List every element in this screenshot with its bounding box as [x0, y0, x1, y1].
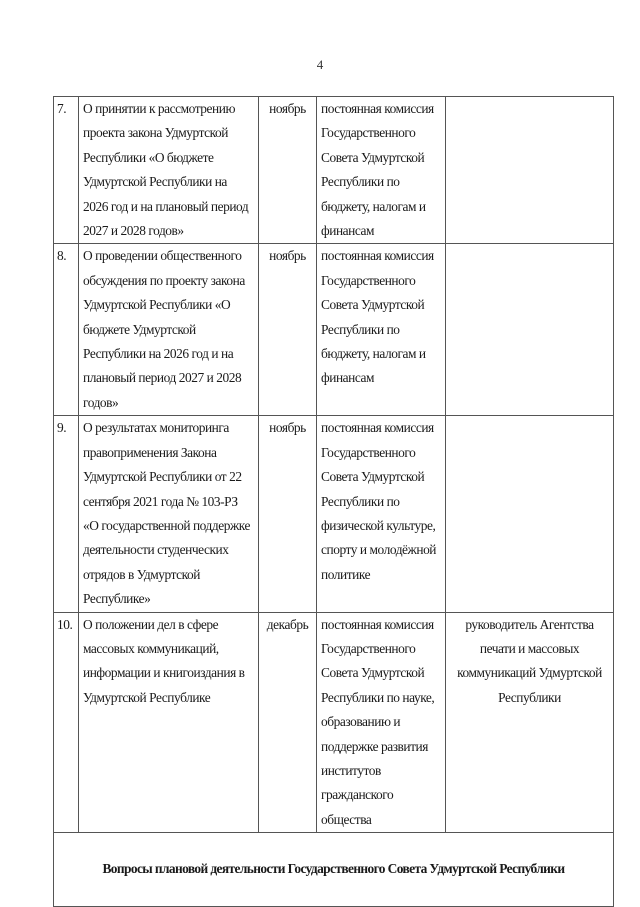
row-responsible: постоянная комиссия Государственного Совета Удмуртской Республики по бюджету, налогам и финансам — [317, 97, 446, 244]
row-title: О проведении общественного обсуждения по проекту закона Удмуртской Республики «О бюджете Удмуртской Республики на 2026 год и на плановый период 2027 и 2028 годов» — [79, 244, 259, 416]
row-invited: руководитель Агентства печати и массовых коммуникаций Удмуртской Республики — [446, 612, 614, 833]
row-invited — [446, 416, 614, 612]
row-responsible: постоянная комиссия Государственного Совета Удмуртской Республики по физической культуре, спорту и молодёжной политике — [317, 416, 446, 612]
table-row — [54, 97, 614, 244]
row-responsible: постоянная комиссия Государственного Совета Удмуртской Республики по науке, образованию и поддержке развития институтов гражданского общества — [317, 612, 446, 833]
row-title: О принятии к рассмотрению проекта закона Удмуртской Республики «О бюджете Удмуртской Республики на 2026 год и на плановый период 2027 и 2028 годов» — [79, 97, 259, 244]
row-number: 10. — [54, 612, 79, 833]
table-row — [54, 612, 614, 833]
row-month: ноябрь — [259, 97, 317, 244]
section-heading: Вопросы плановой деятельности Государственного Совета Удмуртской Республики — [54, 833, 614, 907]
row-title: О результатах мониторинга правоприменения Закона Удмуртской Республики от 22 сентября 2021 года № 103-РЗ «О государственной поддержке деятельности студенческих отрядов в Удмуртской Республике» — [79, 416, 259, 612]
row-number: 8. — [54, 244, 79, 416]
table-row — [54, 244, 614, 416]
row-month: декабрь — [259, 612, 317, 833]
row-month: ноябрь — [259, 244, 317, 416]
plan-table — [53, 96, 614, 907]
row-invited — [446, 244, 614, 416]
row-responsible: постоянная комиссия Государственного Совета Удмуртской Республики по бюджету, налогам и финансам — [317, 244, 446, 416]
table-row — [54, 416, 614, 612]
row-number: 9. — [54, 416, 79, 612]
row-title: О положении дел в сфере массовых коммуникаций, информации и книгоиздания в Удмуртской Республике — [79, 612, 259, 833]
section-row — [54, 833, 614, 907]
row-number: 7. — [54, 97, 79, 244]
row-invited — [446, 97, 614, 244]
page-number: 4 — [316, 57, 324, 72]
row-month: ноябрь — [259, 416, 317, 612]
